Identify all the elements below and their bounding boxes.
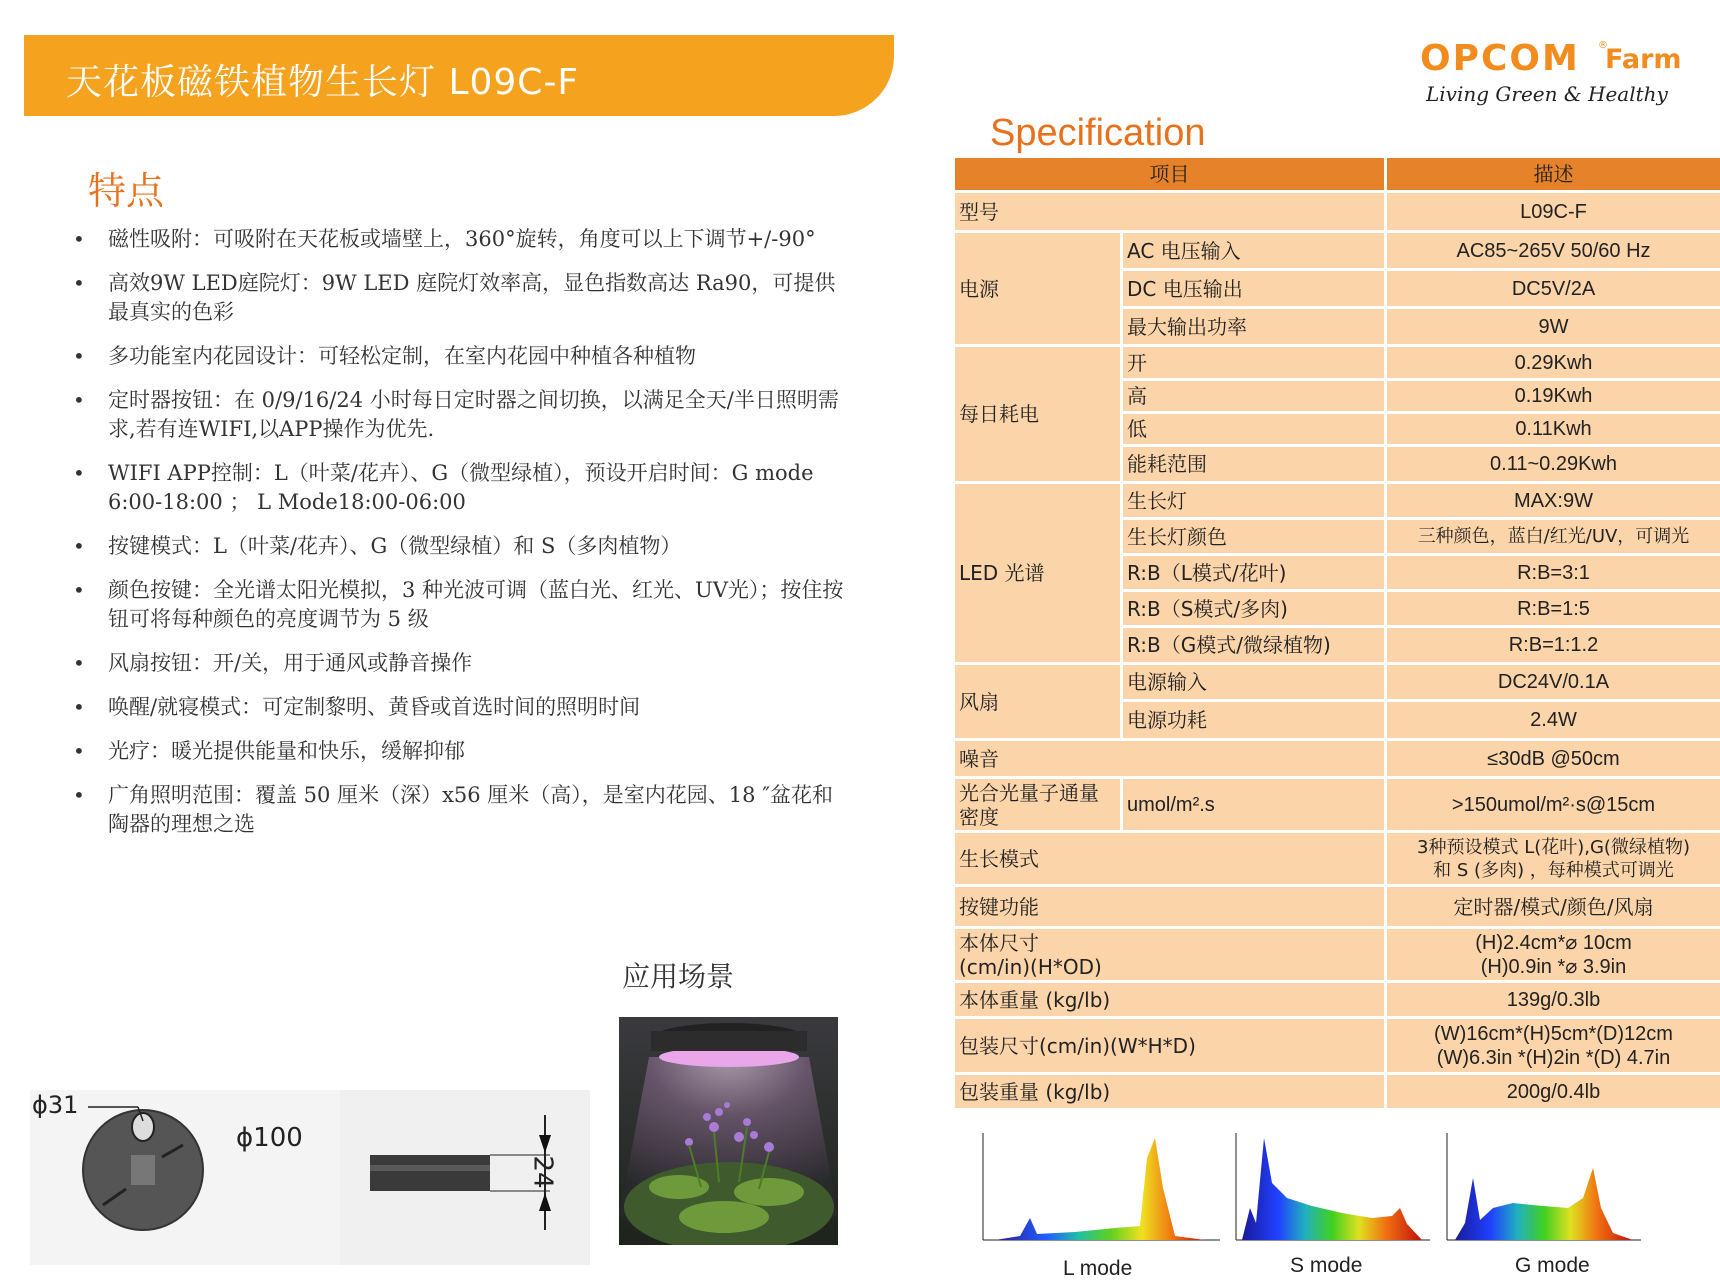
- logo-suffix: Farm: [1605, 44, 1682, 75]
- spec-heading: Specification: [990, 112, 1206, 154]
- spectrum-label-g: G mode: [1515, 1254, 1590, 1277]
- feature-item: • 光疗：暖光提供能量和快乐，缓解抑郁: [70, 737, 850, 766]
- logo-registered-mark: ®: [1598, 40, 1608, 51]
- spec-maxout-value: 9W: [1386, 308, 1720, 346]
- spec-low-value: 0.11Kwh: [1386, 413, 1720, 446]
- feature-item: • 高效9W LED庭院灯：9W LED 庭院灯效率高，显色指数高达 Ra90，可提供最真实的色彩: [70, 269, 850, 327]
- spec-pack-value-line: (W)16cm*(H)5cm*(D)12cm: [1434, 1022, 1673, 1045]
- spec-dc-label: DC 电压输出: [1122, 270, 1386, 308]
- dimension-drawings: [30, 1085, 590, 1270]
- spec-col-item: 项目: [954, 157, 1386, 192]
- feature-item: • 定时器按钮：在 0/9/16/24 小时每日定时器之间切换，以满足全天/半日照明需求,若有连WIFI,以APP操作为优先.: [70, 386, 850, 444]
- spec-mode-value-line: 3种预设模式 L(花叶),G(微绿植物): [1417, 836, 1690, 858]
- spectrum-label-l: L mode: [1063, 1257, 1133, 1280]
- application-scene-photo: [619, 1017, 838, 1245]
- feature-item: • 风扇按钮：开/关，用于通风或静音操作: [70, 649, 850, 678]
- spec-noise-label: 噪音: [954, 740, 1386, 778]
- spec-maxout-label: 最大输出功率: [1122, 308, 1386, 346]
- feature-item: • 磁性吸附：可吸附在天花板或墙壁上，360°旋转，角度可以上下调节+/-90°: [70, 225, 850, 254]
- spec-model-value: L09C-F: [1386, 192, 1720, 232]
- spec-ppfd-value: >150umol/m²·s@15cm: [1386, 778, 1720, 832]
- feature-item: • 广角照明范围：覆盖 50 厘米（深）x56 厘米（高），是室内花园、18 ″盆花和陶器的理想之选: [70, 781, 850, 839]
- features-heading: 特点: [88, 169, 165, 213]
- spec-fan-in-label: 电源输入: [1122, 664, 1386, 701]
- spec-low-label: 低: [1122, 413, 1386, 446]
- spec-ppfd-label: 光合光量子通量密度: [954, 778, 1122, 832]
- spec-pack-value: [1386, 1018, 1720, 1074]
- spec-daily-label: 每日耗电: [954, 346, 1122, 483]
- spec-ac-label: AC 电压输入: [1122, 232, 1386, 270]
- spec-color-value: 三种颜色，蓝白/红光/UV，可调光: [1386, 519, 1720, 555]
- spec-size-label-line: (cm/in)(H*OD): [959, 954, 1102, 979]
- spec-high-value: 0.19Kwh: [1386, 380, 1720, 413]
- spec-key-value: 定时器/模式/颜色/风扇: [1386, 886, 1720, 928]
- brand-logo: [1420, 38, 1690, 108]
- page-title: 天花板磁铁植物生长灯 L09C-F: [66, 62, 580, 103]
- feature-item: • 多功能室内花园设计：可轻松定制，在室内花园中种植各种植物: [70, 342, 850, 371]
- logo-brand: OPCOM: [1420, 38, 1580, 79]
- spec-fan-label: 风扇: [954, 664, 1122, 740]
- spectrum-chart-g: [1443, 1128, 1693, 1253]
- spec-rb-s-value: R:B=1:5: [1386, 591, 1720, 627]
- spec-rb-g-label: R:B（G模式/微绿植物): [1122, 627, 1386, 664]
- spec-mode-value-line: 和 S (多肉) ，每种模式可调光: [1433, 859, 1674, 881]
- spec-ac-value: AC85~265V 50/60 Hz: [1386, 232, 1720, 270]
- scene-heading: 应用场景: [622, 960, 735, 993]
- spec-fan-in-value: DC24V/0.1A: [1386, 664, 1720, 701]
- spectrum-chart-l: [975, 1128, 1225, 1253]
- spec-power-label: 电源: [954, 232, 1122, 346]
- spec-dc-value: DC5V/2A: [1386, 270, 1720, 308]
- spec-fan-pw-label: 电源功耗: [1122, 701, 1386, 740]
- spec-table: [952, 155, 1720, 1111]
- spec-size-label-line: 本体尺寸: [959, 930, 1039, 955]
- spec-rb-l-value: R:B=3:1: [1386, 555, 1720, 591]
- spec-size-value-line: (H)0.9in *⌀ 3.9in: [1480, 955, 1627, 978]
- spec-size-value: [1386, 928, 1720, 982]
- spec-range-value: 0.11~0.29Kwh: [1386, 446, 1720, 483]
- spec-packw-label: 包装重量 (kg/lb): [954, 1074, 1386, 1110]
- spec-on-label: 开: [1122, 346, 1386, 380]
- dimension-phi100: ϕ100: [236, 1123, 303, 1153]
- spec-pack-value-line: (W)6.3in *(H)2in *(D) 4.7in: [1436, 1046, 1671, 1069]
- spec-grow-value: MAX:9W: [1386, 483, 1720, 519]
- spec-led-label: LED 光谱: [954, 483, 1122, 664]
- spec-pack-label: 包装尺寸(cm/in)(W*H*D): [954, 1018, 1386, 1074]
- spec-fan-pw-value: 2.4W: [1386, 701, 1720, 740]
- spec-range-label: 能耗范围: [1122, 446, 1386, 483]
- dimension-height: 24: [527, 1155, 558, 1189]
- spec-weight-value: 139g/0.3lb: [1386, 982, 1720, 1018]
- spec-col-desc: 描述: [1386, 157, 1720, 192]
- spec-rb-g-value: R:B=1:1.2: [1386, 627, 1720, 664]
- spec-grow-label: 生长灯: [1122, 483, 1386, 519]
- spec-packw-value: 200g/0.4lb: [1386, 1074, 1720, 1110]
- spec-model-label: 型号: [954, 192, 1386, 232]
- spec-size-label: [954, 928, 1386, 982]
- spec-key-label: 按键功能: [954, 886, 1386, 928]
- spec-mode-label: 生长模式: [954, 832, 1386, 886]
- dimension-phi31: ϕ31: [32, 1091, 79, 1119]
- feature-item: • WIFI APP控制：L（叶菜/花卉）、G（微型绿植），预设开启时间：G mode 6:00-18:00 ； L Mode18:00-06:00: [70, 459, 850, 517]
- spec-on-value: 0.29Kwh: [1386, 346, 1720, 380]
- features-list: [70, 225, 850, 854]
- spec-high-label: 高: [1122, 380, 1386, 413]
- spec-color-label: 生长灯颜色: [1122, 519, 1386, 555]
- spec-size-value-line: (H)2.4cm*⌀ 10cm: [1475, 931, 1632, 954]
- spec-weight-label: 本体重量 (kg/lb): [954, 982, 1386, 1018]
- spec-noise-value: ≤30dB @50cm: [1386, 740, 1720, 778]
- logo-tagline: Living Green & Healthy: [1426, 82, 1668, 106]
- spec-mode-value: [1386, 832, 1720, 886]
- spectrum-label-s: S mode: [1290, 1254, 1363, 1277]
- feature-item: • 唤醒/就寝模式：可定制黎明、黄昏或首选时间的照明时间: [70, 693, 850, 722]
- spec-rb-l-label: R:B（L模式/花叶): [1122, 555, 1386, 591]
- feature-item: • 按键模式：L（叶菜/花卉）、G（微型绿植）和 S（多肉植物）: [70, 532, 850, 561]
- feature-item: • 颜色按键：全光谱太阳光模拟，3 种光波可调（蓝白光、红光、UV光）；按住按钮可将每种颜色的亮度调节为 5 级: [70, 576, 850, 634]
- spec-ppfd-unit: umol/m².s: [1122, 778, 1386, 832]
- spec-rb-s-label: R:B（S模式/多肉): [1122, 591, 1386, 627]
